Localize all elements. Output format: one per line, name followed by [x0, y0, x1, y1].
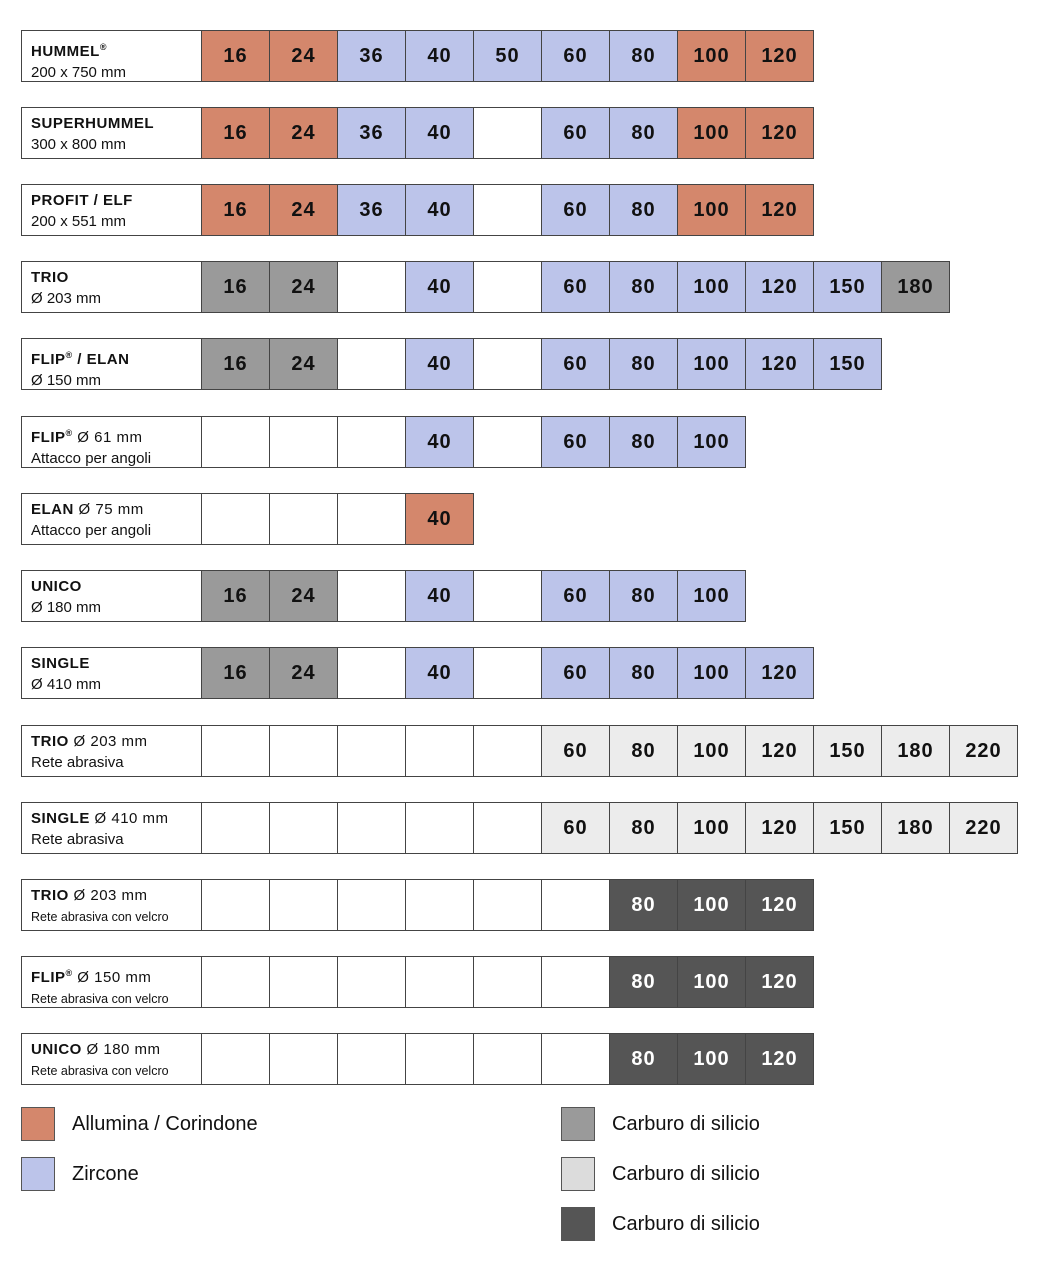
- grit-cell: 100: [677, 879, 746, 931]
- product-dimensions: Rete abrasiva: [31, 754, 124, 771]
- grit-cell: 16: [201, 107, 270, 159]
- product-name-bold: UNICO: [31, 1041, 82, 1058]
- legend-item: [561, 1157, 760, 1191]
- empty-cell: [473, 107, 542, 159]
- grit-cell: 60: [541, 107, 610, 159]
- grit-cell: 16: [201, 30, 270, 82]
- empty-cell: [201, 416, 270, 468]
- product-name-bold: TRIO: [31, 269, 69, 286]
- product-name-bold: FLIP: [31, 429, 66, 446]
- product-label: [21, 802, 202, 854]
- grit-cell: 150: [813, 725, 882, 777]
- grit-cell: 150: [813, 261, 882, 313]
- product-row: [21, 1033, 814, 1085]
- grit-cell: 24: [269, 261, 338, 313]
- grit-cell: 100: [677, 416, 746, 468]
- empty-cell: [337, 570, 406, 622]
- grit-cell: 40: [405, 338, 474, 390]
- grit-cell: 100: [677, 30, 746, 82]
- product-dimensions: Attacco per angoli: [31, 450, 152, 467]
- product-name: [31, 577, 201, 597]
- product-name: [31, 809, 201, 829]
- empty-cell: [337, 956, 406, 1008]
- product-name-suffix: Ø 180 mm: [81, 1041, 161, 1058]
- legend-swatch: [561, 1207, 595, 1241]
- empty-cell: [473, 261, 542, 313]
- product-row: [21, 879, 814, 931]
- grit-cell: 100: [677, 802, 746, 854]
- grit-cell: 80: [609, 647, 678, 699]
- empty-cell: [541, 879, 610, 931]
- product-name: [31, 500, 201, 520]
- product-row: [21, 570, 746, 622]
- product-name-bold: HUMMEL: [31, 43, 100, 60]
- product-dimensions: Rete abrasiva con velcro: [31, 1064, 169, 1078]
- empty-cell: [541, 1033, 610, 1085]
- grit-cell: 16: [201, 184, 270, 236]
- empty-cell: [269, 725, 338, 777]
- grit-cell: 100: [677, 570, 746, 622]
- empty-cell: [337, 416, 406, 468]
- grit-cell: 80: [609, 261, 678, 313]
- empty-cell: [201, 879, 270, 931]
- product-name: [31, 114, 201, 134]
- empty-cell: [405, 1033, 474, 1085]
- grit-cell: 100: [677, 1033, 746, 1085]
- grit-cell: 120: [745, 956, 814, 1008]
- grit-cell: 120: [745, 338, 814, 390]
- product-label: [21, 570, 202, 622]
- empty-cell: [269, 1033, 338, 1085]
- empty-cell: [201, 1033, 270, 1085]
- product-dimensions: 300 x 800 mm: [31, 136, 127, 153]
- product-label: [21, 184, 202, 236]
- grit-cell: 120: [745, 107, 814, 159]
- product-name-bold: SUPERHUMMEL: [31, 115, 155, 132]
- product-dimensions: Rete abrasiva: [31, 831, 124, 848]
- empty-cell: [201, 493, 270, 545]
- product-name-bold: SINGLE: [31, 810, 90, 827]
- empty-cell: [337, 1033, 406, 1085]
- empty-cell: [405, 725, 474, 777]
- legend-swatch: [21, 1107, 55, 1141]
- product-dimensions: Ø 180 mm: [31, 599, 102, 616]
- grit-cell: 150: [813, 802, 882, 854]
- grit-cell: 180: [881, 725, 950, 777]
- product-name-bold: FLIP: [31, 351, 66, 368]
- product-name-suffix: Ø 203 mm: [68, 887, 148, 904]
- grit-cell: 100: [677, 647, 746, 699]
- grit-cell: 80: [609, 338, 678, 390]
- product-name-bold: UNICO: [31, 578, 82, 595]
- product-name: [31, 886, 201, 906]
- empty-cell: [269, 802, 338, 854]
- legend-label: Carburo di silicio: [612, 1162, 760, 1185]
- empty-cell: [405, 956, 474, 1008]
- product-name-bold: ELAN: [31, 501, 74, 518]
- product-dimensions: Ø 203 mm: [31, 290, 102, 307]
- grit-cell: 40: [405, 184, 474, 236]
- product-name: [31, 191, 201, 211]
- product-dimensions: Ø 150 mm: [31, 372, 102, 389]
- product-row: [21, 184, 814, 236]
- empty-cell: [405, 802, 474, 854]
- grit-cell: 16: [201, 338, 270, 390]
- legend-item: [561, 1207, 760, 1241]
- grit-cell: 40: [405, 261, 474, 313]
- product-label: [21, 879, 202, 931]
- grit-cell: 180: [881, 261, 950, 313]
- product-row: [21, 725, 1018, 777]
- product-label: [21, 493, 202, 545]
- grit-cell: 80: [609, 725, 678, 777]
- empty-cell: [269, 879, 338, 931]
- product-row: [21, 647, 814, 699]
- empty-cell: [473, 725, 542, 777]
- grit-cell: 80: [609, 956, 678, 1008]
- product-row: [21, 956, 814, 1008]
- empty-cell: [473, 416, 542, 468]
- legend-swatch: [561, 1157, 595, 1191]
- legend-label: Allumina / Corindone: [72, 1112, 258, 1135]
- product-row: [21, 107, 814, 159]
- legend-label: Carburo di silicio: [612, 1212, 760, 1235]
- empty-cell: [337, 725, 406, 777]
- product-name-suffix: / ELAN: [72, 351, 130, 368]
- empty-cell: [337, 879, 406, 931]
- product-row: [21, 802, 1018, 854]
- grit-cell: 120: [745, 647, 814, 699]
- grit-cell: 24: [269, 647, 338, 699]
- product-name-suffix: Ø 61 mm: [72, 429, 143, 446]
- product-label: [21, 107, 202, 159]
- product-label: [21, 30, 202, 82]
- grit-cell: 100: [677, 107, 746, 159]
- empty-cell: [337, 802, 406, 854]
- registered-mark: ®: [65, 968, 73, 978]
- product-name-bold: TRIO: [31, 733, 69, 750]
- grit-cell: 120: [745, 184, 814, 236]
- legend-item: [21, 1157, 139, 1191]
- grit-cell: 24: [269, 184, 338, 236]
- grit-cell: 24: [269, 338, 338, 390]
- grit-cell: 80: [609, 184, 678, 236]
- grit-cell: 60: [541, 184, 610, 236]
- empty-cell: [473, 647, 542, 699]
- registered-mark: ®: [99, 42, 107, 52]
- grit-cell: 120: [745, 725, 814, 777]
- registered-mark: ®: [65, 350, 73, 360]
- product-name: [31, 732, 201, 752]
- product-dimensions: Ø 410 mm: [31, 676, 102, 693]
- grit-cell: 120: [745, 261, 814, 313]
- product-label: [21, 1033, 202, 1085]
- grit-cell: 100: [677, 184, 746, 236]
- grit-cell: 36: [337, 107, 406, 159]
- grit-cell: 220: [949, 725, 1018, 777]
- grit-cell: 40: [405, 570, 474, 622]
- grit-cell: 100: [677, 261, 746, 313]
- product-dimensions: Rete abrasiva con velcro: [31, 992, 169, 1006]
- product-label: [21, 416, 202, 468]
- grit-cell: 40: [405, 30, 474, 82]
- grit-cell: 120: [745, 802, 814, 854]
- grit-cell: 24: [269, 107, 338, 159]
- legend-swatch: [561, 1107, 595, 1141]
- grit-cell: 80: [609, 107, 678, 159]
- product-dimensions: Attacco per angoli: [31, 522, 152, 539]
- empty-cell: [269, 416, 338, 468]
- empty-cell: [337, 261, 406, 313]
- product-row: [21, 416, 746, 468]
- product-name: [31, 1040, 201, 1060]
- product-name: [31, 423, 201, 448]
- empty-cell: [337, 647, 406, 699]
- grit-cell: 24: [269, 570, 338, 622]
- grit-cell: 60: [541, 338, 610, 390]
- empty-cell: [269, 493, 338, 545]
- grit-cell: 120: [745, 30, 814, 82]
- empty-cell: [473, 879, 542, 931]
- grit-cell: 80: [609, 570, 678, 622]
- empty-cell: [337, 493, 406, 545]
- empty-cell: [541, 956, 610, 1008]
- grit-cell: 60: [541, 570, 610, 622]
- product-row: [21, 261, 950, 313]
- grit-cell: 180: [881, 802, 950, 854]
- grit-cell: 80: [609, 416, 678, 468]
- product-name: [31, 345, 201, 370]
- grit-cell: 80: [609, 879, 678, 931]
- legend-item: [561, 1107, 760, 1141]
- product-name-bold: TRIO: [31, 887, 69, 904]
- legend-label: Zircone: [72, 1162, 139, 1185]
- grit-cell: 60: [541, 802, 610, 854]
- grit-cell: 36: [337, 184, 406, 236]
- product-row: [21, 30, 814, 82]
- grit-cell: 40: [405, 107, 474, 159]
- grit-cell: 40: [405, 416, 474, 468]
- grit-cell: 150: [813, 338, 882, 390]
- registered-mark: ®: [65, 428, 73, 438]
- grit-cell: 36: [337, 30, 406, 82]
- product-name-bold: SINGLE: [31, 655, 90, 672]
- grit-cell: 60: [541, 261, 610, 313]
- grit-cell: 40: [405, 647, 474, 699]
- grit-cell: 60: [541, 30, 610, 82]
- empty-cell: [337, 338, 406, 390]
- product-name-bold: PROFIT / ELF: [31, 192, 133, 209]
- grit-cell: 24: [269, 30, 338, 82]
- empty-cell: [201, 725, 270, 777]
- empty-cell: [473, 184, 542, 236]
- grit-cell: 120: [745, 879, 814, 931]
- product-dimensions: Rete abrasiva con velcro: [31, 910, 169, 924]
- grit-cell: 220: [949, 802, 1018, 854]
- empty-cell: [473, 1033, 542, 1085]
- empty-cell: [405, 879, 474, 931]
- product-dimensions: 200 x 551 mm: [31, 213, 127, 230]
- empty-cell: [201, 802, 270, 854]
- product-row: [21, 493, 474, 545]
- product-name: [31, 654, 201, 674]
- grit-cell: 60: [541, 647, 610, 699]
- product-label: [21, 725, 202, 777]
- grit-cell: 60: [541, 416, 610, 468]
- grit-cell: 100: [677, 956, 746, 1008]
- product-name: [31, 963, 201, 988]
- grit-cell: 16: [201, 647, 270, 699]
- grit-cell: 60: [541, 725, 610, 777]
- empty-cell: [269, 956, 338, 1008]
- empty-cell: [473, 802, 542, 854]
- grit-cell: 50: [473, 30, 542, 82]
- legend-swatch: [21, 1157, 55, 1191]
- product-label: [21, 338, 202, 390]
- grit-cell: 120: [745, 1033, 814, 1085]
- product-name: [31, 268, 201, 288]
- empty-cell: [473, 338, 542, 390]
- grit-cell: 80: [609, 802, 678, 854]
- product-name-bold: FLIP: [31, 969, 66, 986]
- empty-cell: [473, 956, 542, 1008]
- product-name-suffix: Ø 75 mm: [73, 501, 144, 518]
- product-label: [21, 261, 202, 313]
- grit-cell: 16: [201, 570, 270, 622]
- grit-cell: 16: [201, 261, 270, 313]
- empty-cell: [473, 570, 542, 622]
- grit-cell: 40: [405, 493, 474, 545]
- empty-cell: [201, 956, 270, 1008]
- product-name-suffix: Ø 410 mm: [89, 810, 169, 827]
- product-name-suffix: Ø 203 mm: [68, 733, 148, 750]
- legend-label: Carburo di silicio: [612, 1112, 760, 1135]
- product-label: [21, 647, 202, 699]
- product-label: [21, 956, 202, 1008]
- grit-cell: 80: [609, 1033, 678, 1085]
- grit-cell: 100: [677, 338, 746, 390]
- product-name-suffix: Ø 150 mm: [72, 969, 152, 986]
- product-name: [31, 37, 201, 62]
- grit-cell: 100: [677, 725, 746, 777]
- grit-cell: 80: [609, 30, 678, 82]
- product-dimensions: 200 x 750 mm: [31, 64, 127, 81]
- legend-item: [21, 1107, 258, 1141]
- product-row: [21, 338, 882, 390]
